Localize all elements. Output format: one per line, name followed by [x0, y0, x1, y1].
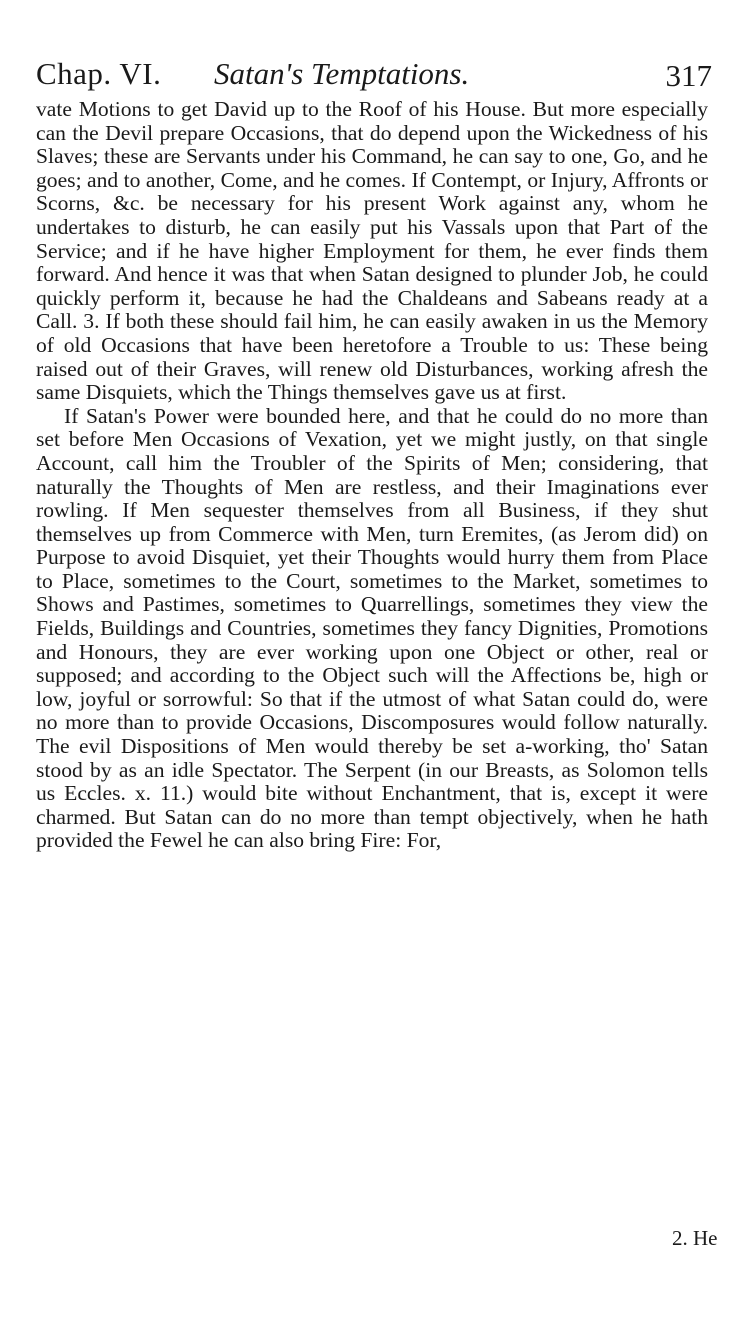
page-number: 317 — [665, 58, 712, 93]
paragraph: If Satan's Power were bounded here, and that he could do no more than set before Men Occasions of Vexation, yet we might justly, on that single Account, call him the Troubler of the Spirits of Men; considering, that naturally the Thoughts of Men are restless, and their Imaginations ever rowling. If Men sequester themselves from all Business, if they shut themselves up from Commerce with Men, turn Eremites, (as Jerom did) on Purpose to avoid Disquiet, yet their Thoughts would hurry them from Place to Place, sometimes to the Court, sometimes to the Market, sometimes to Shows and Pastimes, sometimes to Quarrellings, sometimes they view the Fields, Buildings and Countries, sometimes they fancy Dignities, Promotions and Honours, they are ever working upon one Object or other, real or supposed; and according to the Object such will the Affections be, high or low, joyful or sorrowful: So that if the utmost of what Satan could do, were no more than to provide Occasions, Discomposures would follow naturally. The evil Dispositions of Men would thereby be set a-working, tho' Satan stood by as an idle Spectator. The Serpent (in our Breasts, as Solomon tells us Eccles. x. 11.) would bite without Enchantment, that is, except it were charmed. But Satan can do no more than tempt objectively, when he hath provided the Fewel he can also bring Fire: For, — [36, 403, 708, 853]
catchword: 2. He — [672, 1226, 718, 1250]
running-header — [36, 56, 712, 96]
body-text — [36, 98, 708, 853]
chapter-label: Chap. VI. — [36, 56, 162, 91]
paragraph: vate Motions to get David up to the Roof of his House. But more especially can the Devil prepare Occasions, that do depend upon the Wickedness of his Slaves; these are Servants under his Command, he can say to one, Go, and he goes; and to another, Come, and he comes. If Contempt, or Injury, Affronts or Scorns, &c. be necessary for his present Work against any, whom he undertakes to disturb, he can easily put his Vassals upon that Part of the Service; and if he have higher Employment for them, he ever finds them forward. And hence it was that when Satan designed to plunder Job, he could quickly perform it, because he had the Chaldeans and Sabeans ready at a Call. 3. If both these should fail him, he can easily awaken in us the Memory of old Occasions that have been heretofore a Trouble to us: These being raised out of their Graves, will renew old Disturbances, working afresh the same Disquiets, which the Things themselves gave us at first. — [36, 97, 708, 405]
running-title: Satan's Temptations. — [214, 56, 470, 91]
